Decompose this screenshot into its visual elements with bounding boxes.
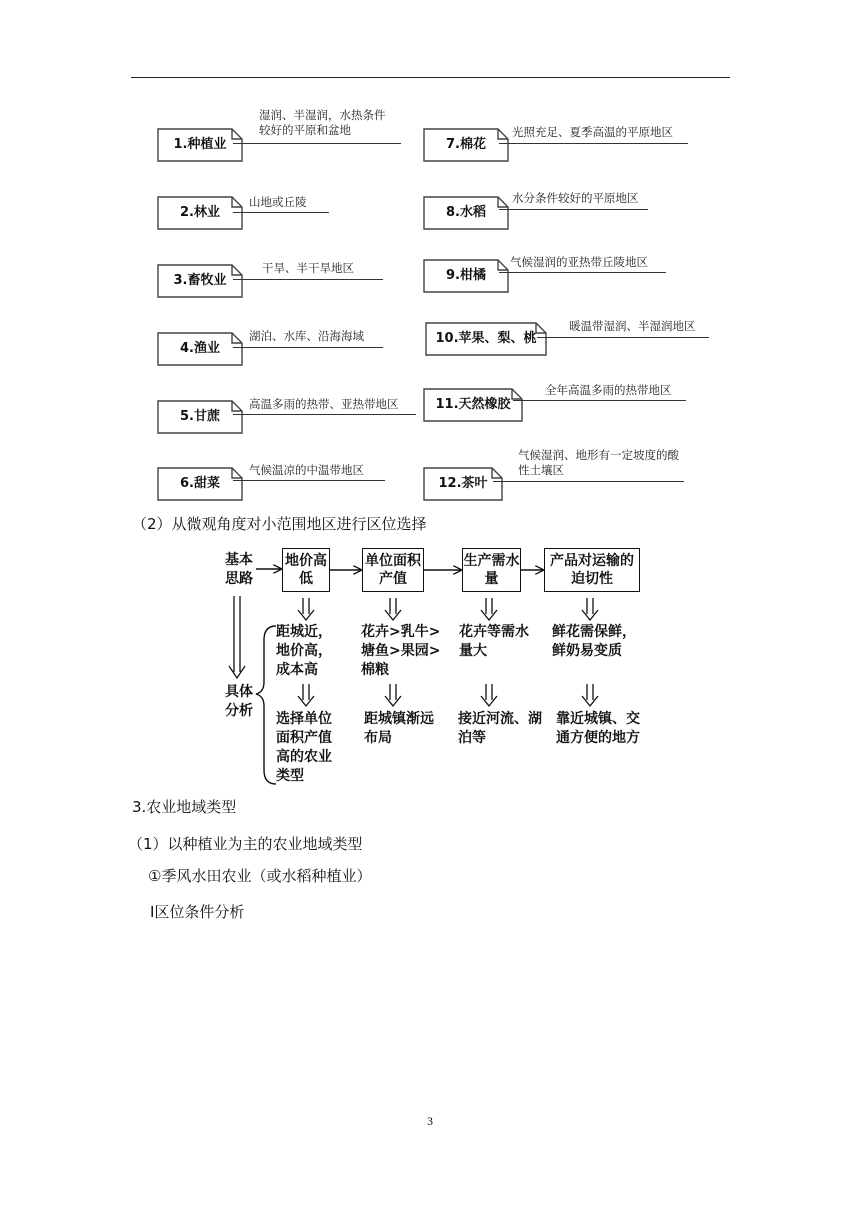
section-heading-types: 3.农业地域类型 — [132, 798, 237, 816]
flow-basic-idea: 基本思路 — [225, 552, 253, 587]
double-arrow-down — [298, 598, 314, 620]
flow-result: 选择单位面积产值高的农业类型 — [276, 711, 332, 784]
crop-condition: 干旱、半干旱地区 — [262, 261, 354, 275]
crop-condition: 水分条件较好的平原地区 — [512, 191, 639, 205]
crop-label: 1.种植业 — [173, 137, 227, 152]
double-arrow-down — [481, 598, 497, 620]
flow-result: 靠近城镇、交通方便的地方 — [556, 711, 640, 746]
subsection-heading: ①季风水田农业（或水稻种植业） — [148, 867, 372, 885]
section-heading-micro: （2）从微观角度对小范围地区进行区位选择 — [132, 515, 427, 533]
crop-condition: 高温多雨的热带、亚热带地区 — [249, 397, 399, 411]
crop-condition: 暖温带湿润、半湿润地区 — [569, 319, 696, 333]
crop-label: 10.苹果、梨、桃 — [435, 331, 537, 346]
double-arrow-down — [582, 684, 598, 706]
flow-concrete-analysis: 具体分析 — [225, 684, 253, 719]
double-arrow-down — [298, 684, 314, 706]
crop-condition: 光照充足、夏季高温的平原地区 — [512, 125, 673, 139]
crop-condition: 气候湿润的亚热带丘陵地区 — [510, 255, 648, 269]
crop-condition: 气候温凉的中温带地区 — [249, 463, 364, 477]
crop-condition: 气候湿润、地形有一定坡度的酸性土壤区 — [518, 448, 679, 477]
subsection-heading: Ⅰ区位条件分析 — [150, 903, 245, 921]
double-arrow-down — [385, 684, 401, 706]
crop-condition: 山地或丘陵 — [249, 195, 307, 209]
crop-condition: 湖泊、水库、沿海海域 — [249, 329, 364, 343]
crop-label: 6.甜菜 — [180, 476, 220, 491]
flow-detail: 花卉>乳牛>塘鱼>果园>棉粮 — [361, 624, 441, 678]
crop-label: 8.水稻 — [446, 205, 486, 220]
flow-result: 距城镇渐远布局 — [364, 711, 434, 746]
double-arrow-down — [229, 596, 245, 678]
double-arrow-down — [481, 684, 497, 706]
crop-condition: 全年高温多雨的热带地区 — [545, 383, 672, 397]
page-number: 3 — [427, 1114, 433, 1128]
crop-label: 12.茶叶 — [438, 476, 488, 491]
crop-label: 9.柑橘 — [446, 268, 486, 283]
crop-condition: 湿润、半湿润，水热条件较好的平原和盆地 — [259, 108, 386, 137]
crop-label: 11.天然橡胶 — [435, 397, 511, 412]
flow-detail: 鲜花需保鲜，鲜奶易变质 — [552, 624, 636, 659]
crop-label: 3.畜牧业 — [173, 273, 227, 288]
double-arrow-down — [385, 598, 401, 620]
flow-box-water-demand: 生产需水量 — [462, 548, 521, 592]
double-arrow-down — [582, 598, 598, 620]
flow-box-output-value: 单位面积产值 — [362, 548, 424, 592]
crop-label: 5.甘蔗 — [180, 409, 220, 424]
crop-label: 7.棉花 — [446, 137, 486, 152]
flow-detail: 花卉等需水量大 — [459, 624, 529, 659]
flow-box-transport-urgency: 产品对运输的迫切性 — [544, 548, 640, 592]
curly-brace — [256, 626, 276, 784]
flow-result: 接近河流、湖泊等 — [458, 711, 542, 746]
flow-detail: 距城近，地价高，成本高 — [276, 624, 332, 678]
crop-label: 4.渔业 — [180, 341, 220, 356]
subsection-heading: （1）以种植业为主的农业地域类型 — [128, 835, 363, 853]
crop-label: 2.林业 — [180, 205, 220, 220]
flow-box-land-price: 地价高低 — [282, 548, 330, 592]
